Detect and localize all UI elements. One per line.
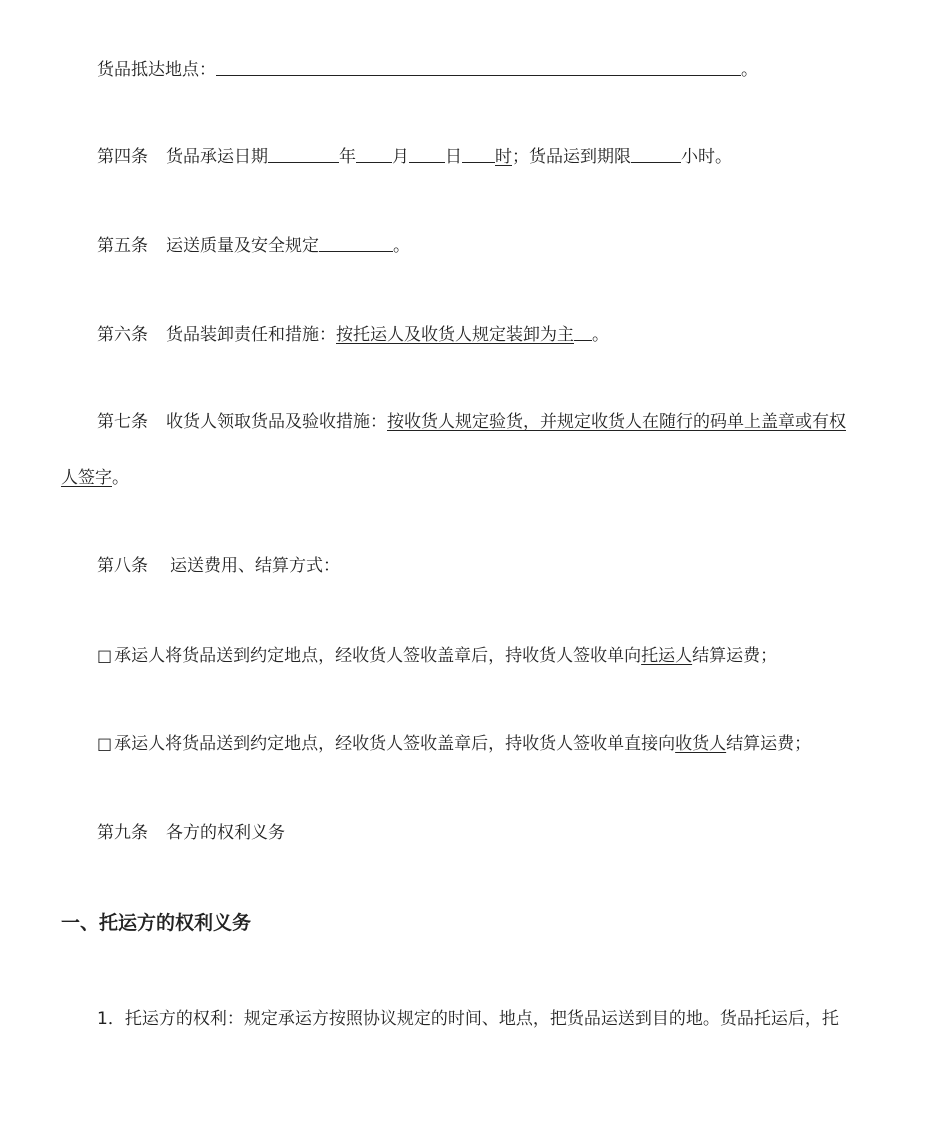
article4-number: 第四条 xyxy=(97,147,148,167)
article4-text: 货品承运日期 xyxy=(166,147,268,167)
year-label: 年 xyxy=(339,147,356,167)
delivery-place-blank[interactable] xyxy=(216,57,741,76)
year-blank[interactable] xyxy=(268,144,339,163)
article8-line xyxy=(97,554,340,578)
hours-label: 小时。 xyxy=(681,147,732,167)
item1-text: 1．托运方的权利：规定承运方按照协议规定的时间、地点，把货品运送到目的地。货品托运后，托 xyxy=(97,1009,839,1029)
month-label: 月 xyxy=(392,147,409,167)
article5-line xyxy=(97,232,410,258)
article5-text: 运送质量及安全规定 xyxy=(166,236,319,256)
delivery-place-end: 。 xyxy=(741,60,758,80)
article7-number: 第七条 xyxy=(97,412,148,432)
article7-value-cont: 人签字 xyxy=(61,468,112,488)
article4-line xyxy=(97,143,732,169)
hour-label: 时 xyxy=(495,147,512,167)
article6-end: 。 xyxy=(592,325,609,345)
option2-text: 承运人将货品送到约定地点，经收货人签收盖章后，持收货人签收单直接向 xyxy=(114,734,676,754)
option2-checkbox[interactable]: □ xyxy=(97,734,113,753)
article6-label: 货品装卸责任和措施： xyxy=(166,325,336,345)
article5-number: 第五条 xyxy=(97,236,148,256)
option2-party: 收货人 xyxy=(675,734,727,754)
month-blank[interactable] xyxy=(356,144,392,163)
article4-text2: ；货品运到期限 xyxy=(512,147,631,167)
article5-end: 。 xyxy=(393,236,410,256)
payment-option-2 xyxy=(97,732,811,756)
article7-value: 按收货人规定验货，并规定收货人在随行的码单上盖章或有权 xyxy=(387,412,846,432)
article8-number: 第八条 xyxy=(97,556,148,576)
payment-option-1 xyxy=(97,644,777,668)
article8-text: 运送费用、结算方式： xyxy=(170,556,340,576)
article9-text: 各方的权利义务 xyxy=(166,823,285,843)
section1-heading xyxy=(61,911,251,935)
delivery-place-line xyxy=(97,56,758,82)
article6-value: 按托运人及收货人规定装卸为主 xyxy=(336,325,574,345)
article9-number: 第九条 xyxy=(97,823,148,843)
hour-blank[interactable] xyxy=(462,144,495,163)
article6-blank[interactable] xyxy=(574,322,592,341)
day-blank[interactable] xyxy=(409,144,445,163)
article7-label: 收货人领取货品及验收措施： xyxy=(166,412,387,432)
day-label: 日 xyxy=(445,147,462,167)
option2-text2: 结算运费； xyxy=(726,734,812,754)
section1-heading-text: 一、托运方的权利义务 xyxy=(61,912,252,934)
article6-number: 第六条 xyxy=(97,325,148,345)
item1-line xyxy=(97,1007,839,1031)
option1-text2: 结算运费； xyxy=(692,646,778,666)
option1-checkbox[interactable]: □ xyxy=(97,646,113,665)
article7-line xyxy=(97,410,846,434)
article7-end: 。 xyxy=(112,468,129,488)
delivery-place-label: 货品抵达地点： xyxy=(97,60,216,80)
article9-line xyxy=(97,821,285,845)
hours-limit-blank[interactable] xyxy=(631,144,681,163)
article6-line xyxy=(97,321,609,347)
option1-text: 承运人将货品送到约定地点，经收货人签收盖章后，持收货人签收单向 xyxy=(114,646,642,666)
article7-line-cont xyxy=(61,466,129,490)
option1-party: 托运人 xyxy=(641,646,693,666)
article5-blank[interactable] xyxy=(319,233,393,252)
